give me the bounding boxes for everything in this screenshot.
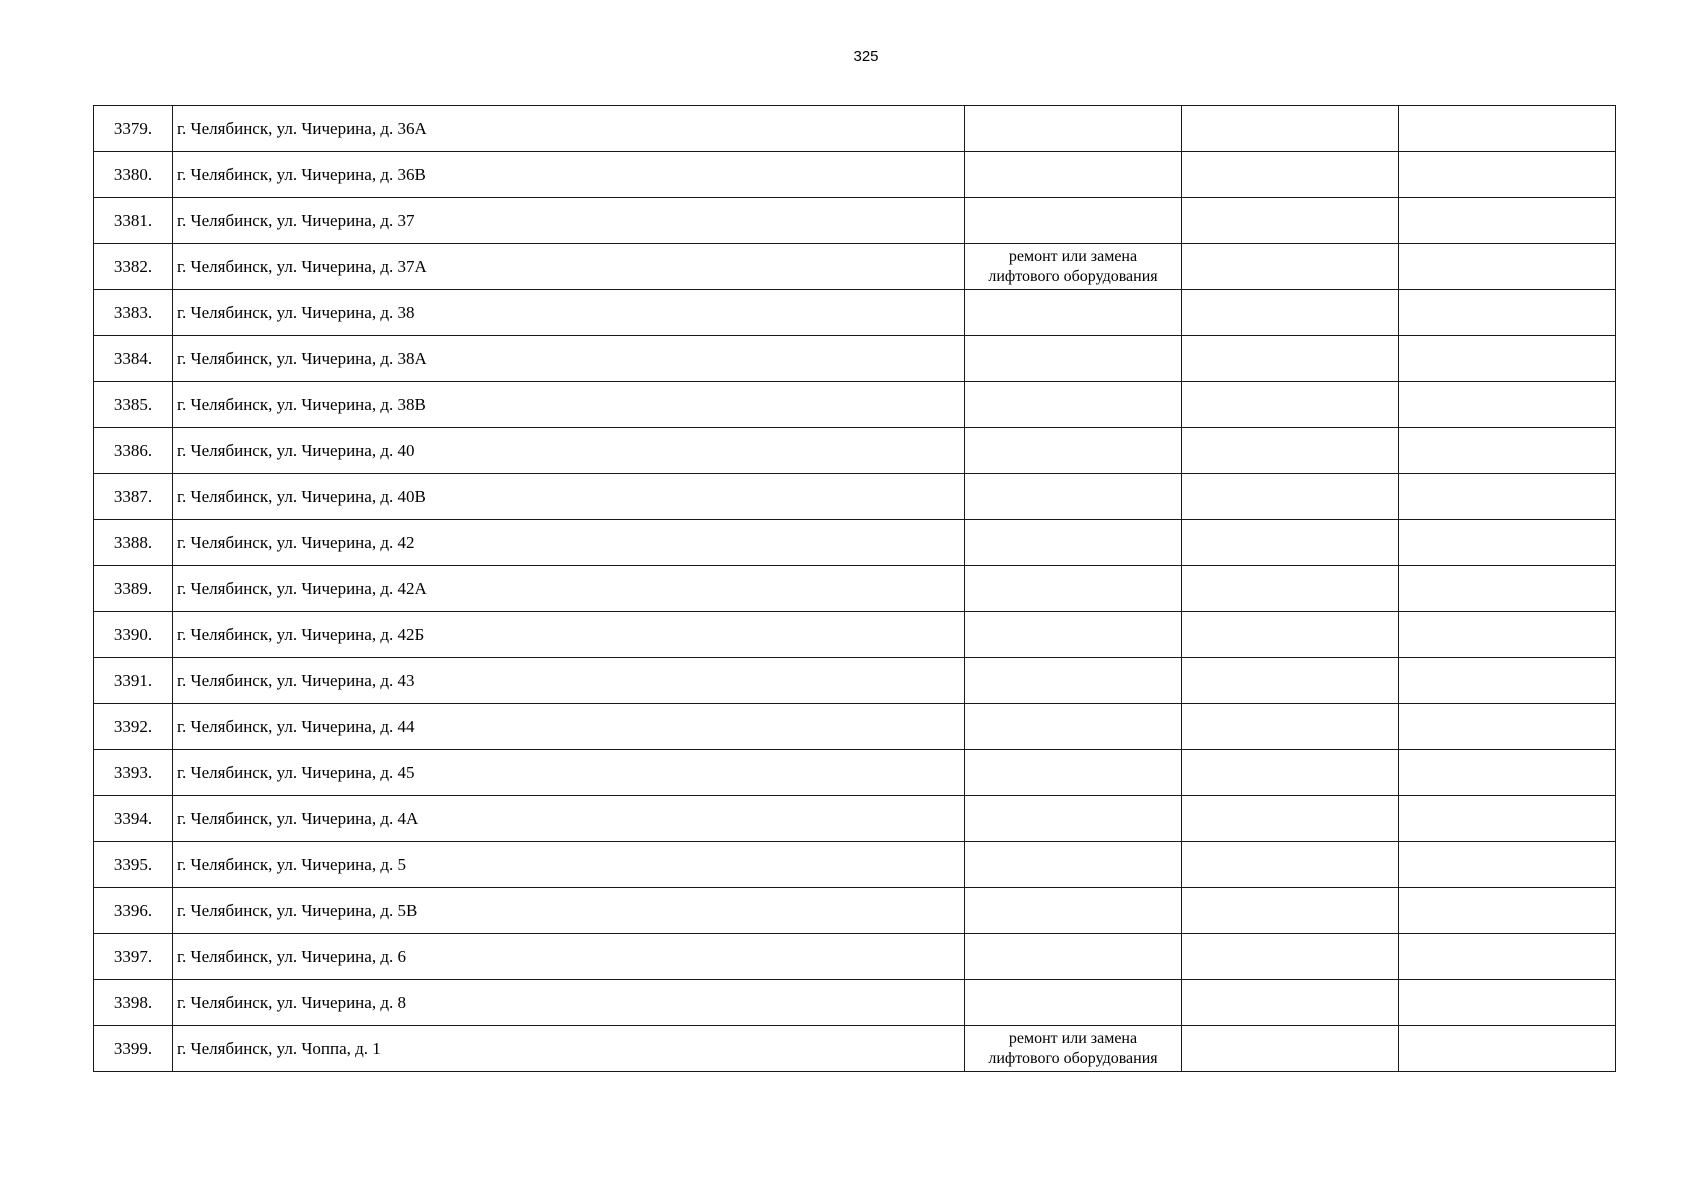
table-row bbox=[94, 152, 1616, 198]
row-address: г. Челябинск, ул. Чичерина, д. 42А bbox=[173, 566, 965, 612]
address-table bbox=[93, 105, 1616, 1072]
table-row bbox=[94, 520, 1616, 566]
row-empty-cell bbox=[1399, 244, 1616, 290]
row-number: 3394. bbox=[94, 796, 173, 842]
row-address: г. Челябинск, ул. Чичерина, д. 45 bbox=[173, 750, 965, 796]
row-number: 3386. bbox=[94, 428, 173, 474]
table-row bbox=[94, 198, 1616, 244]
row-empty-cell bbox=[1182, 198, 1399, 244]
row-number: 3396. bbox=[94, 888, 173, 934]
row-number: 3392. bbox=[94, 704, 173, 750]
table-row bbox=[94, 566, 1616, 612]
work-type-line: лифтового оборудования bbox=[988, 267, 1158, 285]
table-row bbox=[94, 290, 1616, 336]
row-address: г. Челябинск, ул. Чичерина, д. 37А bbox=[173, 244, 965, 290]
row-number: 3382. bbox=[94, 244, 173, 290]
row-empty-cell bbox=[1182, 244, 1399, 290]
row-number: 3381. bbox=[94, 198, 173, 244]
row-empty-cell bbox=[1399, 888, 1616, 934]
row-empty-cell bbox=[1399, 1026, 1616, 1072]
row-empty-cell bbox=[1182, 152, 1399, 198]
row-empty-cell bbox=[1182, 612, 1399, 658]
row-empty-cell bbox=[1399, 428, 1616, 474]
row-empty-cell bbox=[1182, 474, 1399, 520]
row-address: г. Челябинск, ул. Чичерина, д. 44 bbox=[173, 704, 965, 750]
row-number: 3390. bbox=[94, 612, 173, 658]
row-address: г. Челябинск, ул. Чичерина, д. 40В bbox=[173, 474, 965, 520]
row-work-type bbox=[965, 704, 1182, 750]
table-body bbox=[94, 106, 1616, 1072]
row-empty-cell bbox=[1399, 290, 1616, 336]
row-work-type bbox=[965, 658, 1182, 704]
table-row bbox=[94, 704, 1616, 750]
table-row bbox=[94, 934, 1616, 980]
row-number: 3399. bbox=[94, 1026, 173, 1072]
row-address: г. Челябинск, ул. Чичерина, д. 40 bbox=[173, 428, 965, 474]
row-work-type bbox=[965, 244, 1182, 290]
row-empty-cell bbox=[1399, 336, 1616, 382]
row-empty-cell bbox=[1182, 520, 1399, 566]
row-empty-cell bbox=[1399, 704, 1616, 750]
row-number: 3380. bbox=[94, 152, 173, 198]
row-empty-cell bbox=[1182, 796, 1399, 842]
row-number: 3388. bbox=[94, 520, 173, 566]
row-empty-cell bbox=[1182, 934, 1399, 980]
row-number: 3379. bbox=[94, 106, 173, 152]
row-empty-cell bbox=[1182, 842, 1399, 888]
row-address: г. Челябинск, ул. Чичерина, д. 5В bbox=[173, 888, 965, 934]
row-empty-cell bbox=[1399, 106, 1616, 152]
row-work-type bbox=[965, 152, 1182, 198]
row-empty-cell bbox=[1399, 980, 1616, 1026]
row-address: г. Челябинск, ул. Чичерина, д. 6 bbox=[173, 934, 965, 980]
row-empty-cell bbox=[1399, 934, 1616, 980]
row-empty-cell bbox=[1182, 980, 1399, 1026]
row-address: г. Челябинск, ул. Чичерина, д. 38 bbox=[173, 290, 965, 336]
row-empty-cell bbox=[1182, 704, 1399, 750]
row-empty-cell bbox=[1399, 520, 1616, 566]
row-number: 3383. bbox=[94, 290, 173, 336]
row-empty-cell bbox=[1399, 566, 1616, 612]
row-work-type bbox=[965, 842, 1182, 888]
row-work-type bbox=[965, 612, 1182, 658]
row-work-type bbox=[965, 290, 1182, 336]
table-row bbox=[94, 796, 1616, 842]
row-number: 3385. bbox=[94, 382, 173, 428]
row-work-type bbox=[965, 106, 1182, 152]
row-address: г. Челябинск, ул. Чичерина, д. 36А bbox=[173, 106, 965, 152]
row-empty-cell bbox=[1399, 382, 1616, 428]
row-number: 3395. bbox=[94, 842, 173, 888]
row-empty-cell bbox=[1182, 106, 1399, 152]
row-empty-cell bbox=[1182, 888, 1399, 934]
row-empty-cell bbox=[1399, 152, 1616, 198]
row-address: г. Челябинск, ул. Чичерина, д. 38В bbox=[173, 382, 965, 428]
row-empty-cell bbox=[1399, 612, 1616, 658]
table-row bbox=[94, 612, 1616, 658]
row-number: 3391. bbox=[94, 658, 173, 704]
row-address: г. Челябинск, ул. Чичерина, д. 42Б bbox=[173, 612, 965, 658]
row-address: г. Челябинск, ул. Чичерина, д. 37 bbox=[173, 198, 965, 244]
row-work-type bbox=[965, 888, 1182, 934]
row-number: 3398. bbox=[94, 980, 173, 1026]
row-empty-cell bbox=[1399, 658, 1616, 704]
row-number: 3384. bbox=[94, 336, 173, 382]
row-address: г. Челябинск, ул. Чичерина, д. 4А bbox=[173, 796, 965, 842]
row-number: 3387. bbox=[94, 474, 173, 520]
table-row bbox=[94, 888, 1616, 934]
table-row bbox=[94, 474, 1616, 520]
table-row bbox=[94, 750, 1616, 796]
row-address: г. Челябинск, ул. Чоппа, д. 1 bbox=[173, 1026, 965, 1072]
row-work-type bbox=[965, 382, 1182, 428]
row-empty-cell bbox=[1182, 428, 1399, 474]
row-number: 3397. bbox=[94, 934, 173, 980]
row-number: 3393. bbox=[94, 750, 173, 796]
page-number: 325 bbox=[853, 48, 879, 65]
row-address: г. Челябинск, ул. Чичерина, д. 43 bbox=[173, 658, 965, 704]
work-type-line: ремонт или замена bbox=[1008, 247, 1138, 265]
row-empty-cell bbox=[1182, 658, 1399, 704]
row-work-type bbox=[965, 1026, 1182, 1072]
row-number: 3389. bbox=[94, 566, 173, 612]
table-row bbox=[94, 842, 1616, 888]
row-empty-cell bbox=[1182, 382, 1399, 428]
row-work-type bbox=[965, 750, 1182, 796]
table-row bbox=[94, 428, 1616, 474]
row-empty-cell bbox=[1399, 842, 1616, 888]
row-work-type bbox=[965, 796, 1182, 842]
work-type-line: ремонт или замена bbox=[1008, 1029, 1138, 1047]
work-type-line: лифтового оборудования bbox=[988, 1049, 1158, 1067]
row-work-type bbox=[965, 934, 1182, 980]
table-row bbox=[94, 244, 1616, 290]
row-empty-cell bbox=[1399, 750, 1616, 796]
row-address: г. Челябинск, ул. Чичерина, д. 5 bbox=[173, 842, 965, 888]
row-address: г. Челябинск, ул. Чичерина, д. 8 bbox=[173, 980, 965, 1026]
table-row bbox=[94, 658, 1616, 704]
row-work-type bbox=[965, 198, 1182, 244]
row-address: г. Челябинск, ул. Чичерина, д. 42 bbox=[173, 520, 965, 566]
table-row bbox=[94, 336, 1616, 382]
row-empty-cell bbox=[1399, 796, 1616, 842]
row-empty-cell bbox=[1182, 750, 1399, 796]
row-work-type bbox=[965, 474, 1182, 520]
table-row bbox=[94, 106, 1616, 152]
table-row bbox=[94, 382, 1616, 428]
row-empty-cell bbox=[1399, 474, 1616, 520]
row-empty-cell bbox=[1182, 1026, 1399, 1072]
row-work-type bbox=[965, 428, 1182, 474]
row-work-type bbox=[965, 980, 1182, 1026]
row-empty-cell bbox=[1399, 198, 1616, 244]
row-empty-cell bbox=[1182, 566, 1399, 612]
row-work-type bbox=[965, 566, 1182, 612]
table-row bbox=[94, 1026, 1616, 1072]
row-empty-cell bbox=[1182, 336, 1399, 382]
row-address: г. Челябинск, ул. Чичерина, д. 38А bbox=[173, 336, 965, 382]
table-row bbox=[94, 980, 1616, 1026]
row-work-type bbox=[965, 520, 1182, 566]
row-work-type bbox=[965, 336, 1182, 382]
row-address: г. Челябинск, ул. Чичерина, д. 36В bbox=[173, 152, 965, 198]
row-empty-cell bbox=[1182, 290, 1399, 336]
